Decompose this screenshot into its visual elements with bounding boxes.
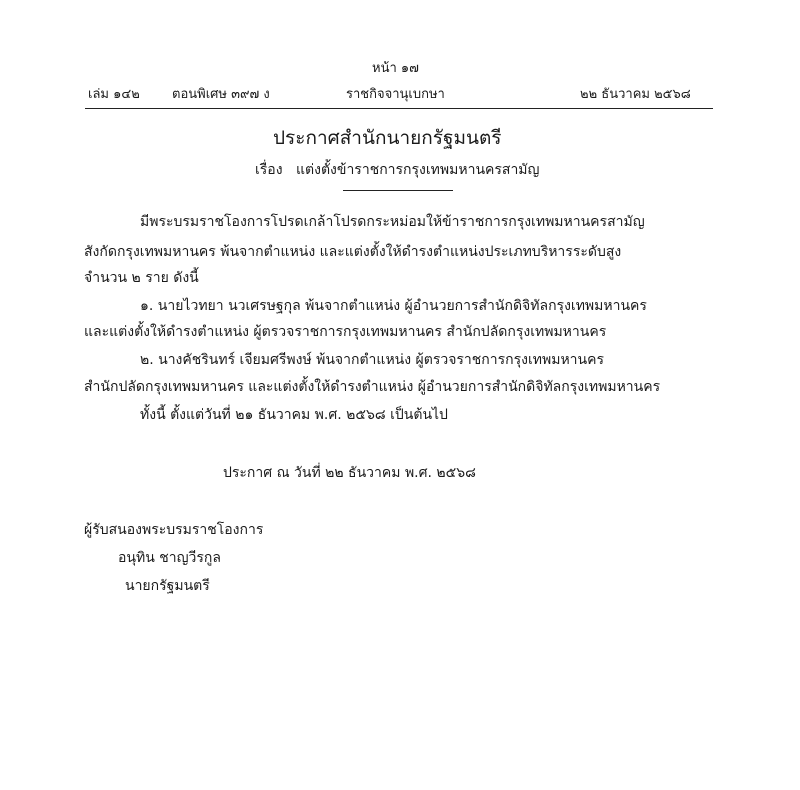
header-rule xyxy=(85,108,713,109)
intro-line: จำนวน ๒ ราย ดังนี้ xyxy=(84,270,199,286)
item-line: และแต่งตั้งให้ดำรงตำแหน่ง ผู้ตรวจราชการกรุงเทพมหานคร สำนักปลัดกรุงเทพมหานคร xyxy=(84,324,607,340)
subject-text: แต่งตั้งข้าราชการกรุงเทพมหานครสามัญ xyxy=(296,162,540,178)
page-number: หน้า ๑๗ xyxy=(372,61,419,76)
announced-date: ประกาศ ณ วันที่ ๒๒ ธันวาคม พ.ศ. ๒๕๖๘ xyxy=(223,465,476,481)
item-line: ๑. นายไวทยา นวเศรษฐกุล พ้นจากตำแหน่ง ผู้อำนวยการสำนักดิจิทัลกรุงเทพมหานคร xyxy=(140,298,647,314)
section-number: ตอนพิเศษ ๓๙๗ ง xyxy=(172,87,270,102)
signatory-name: อนุทิน ชาญวีรกูล xyxy=(118,550,221,566)
signatory-position: นายกรัฐมนตรี xyxy=(125,578,210,594)
subject-label: เรื่อง xyxy=(255,162,283,178)
gazette-date: ๒๒ ธันวาคม ๒๕๖๘ xyxy=(580,87,691,102)
intro-line: มีพระบรมราชโองการโปรดเกล้าโปรดกระหม่อมให้ข้าราชการกรุงเทพมหานครสามัญ xyxy=(140,214,645,230)
item-line: ๒. นางคัชรินทร์ เจียมศรีพงษ์ พ้นจากตำแหน่ง ผู้ตรวจราชการกรุงเทพมหานคร xyxy=(140,352,604,368)
countersign-label: ผู้รับสนองพระบรมราชโองการ xyxy=(84,522,264,538)
volume-number: เล่ม ๑๔๒ xyxy=(88,87,140,102)
title-rule xyxy=(343,190,453,191)
gazette-name: ราชกิจจานุเบกษา xyxy=(346,87,445,102)
intro-line: สังกัดกรุงเทพมหานคร พ้นจากตำแหน่ง และแต่งตั้งให้ดำรงตำแหน่งประเภทบริหารระดับสูง xyxy=(84,244,622,260)
item-line: สำนักปลัดกรุงเทพมหานคร และแต่งตั้งให้ดำรงตำแหน่ง ผู้อำนวยการสำนักดิจิทัลกรุงเทพมหานคร xyxy=(84,379,661,395)
announcement-title: ประกาศสำนักนายกรัฐมนตรี xyxy=(273,127,502,149)
effective-date: ทั้งนี้ ตั้งแต่วันที่ ๒๑ ธันวาคม พ.ศ. ๒๕๖๘ เป็นต้นไป xyxy=(140,407,448,423)
